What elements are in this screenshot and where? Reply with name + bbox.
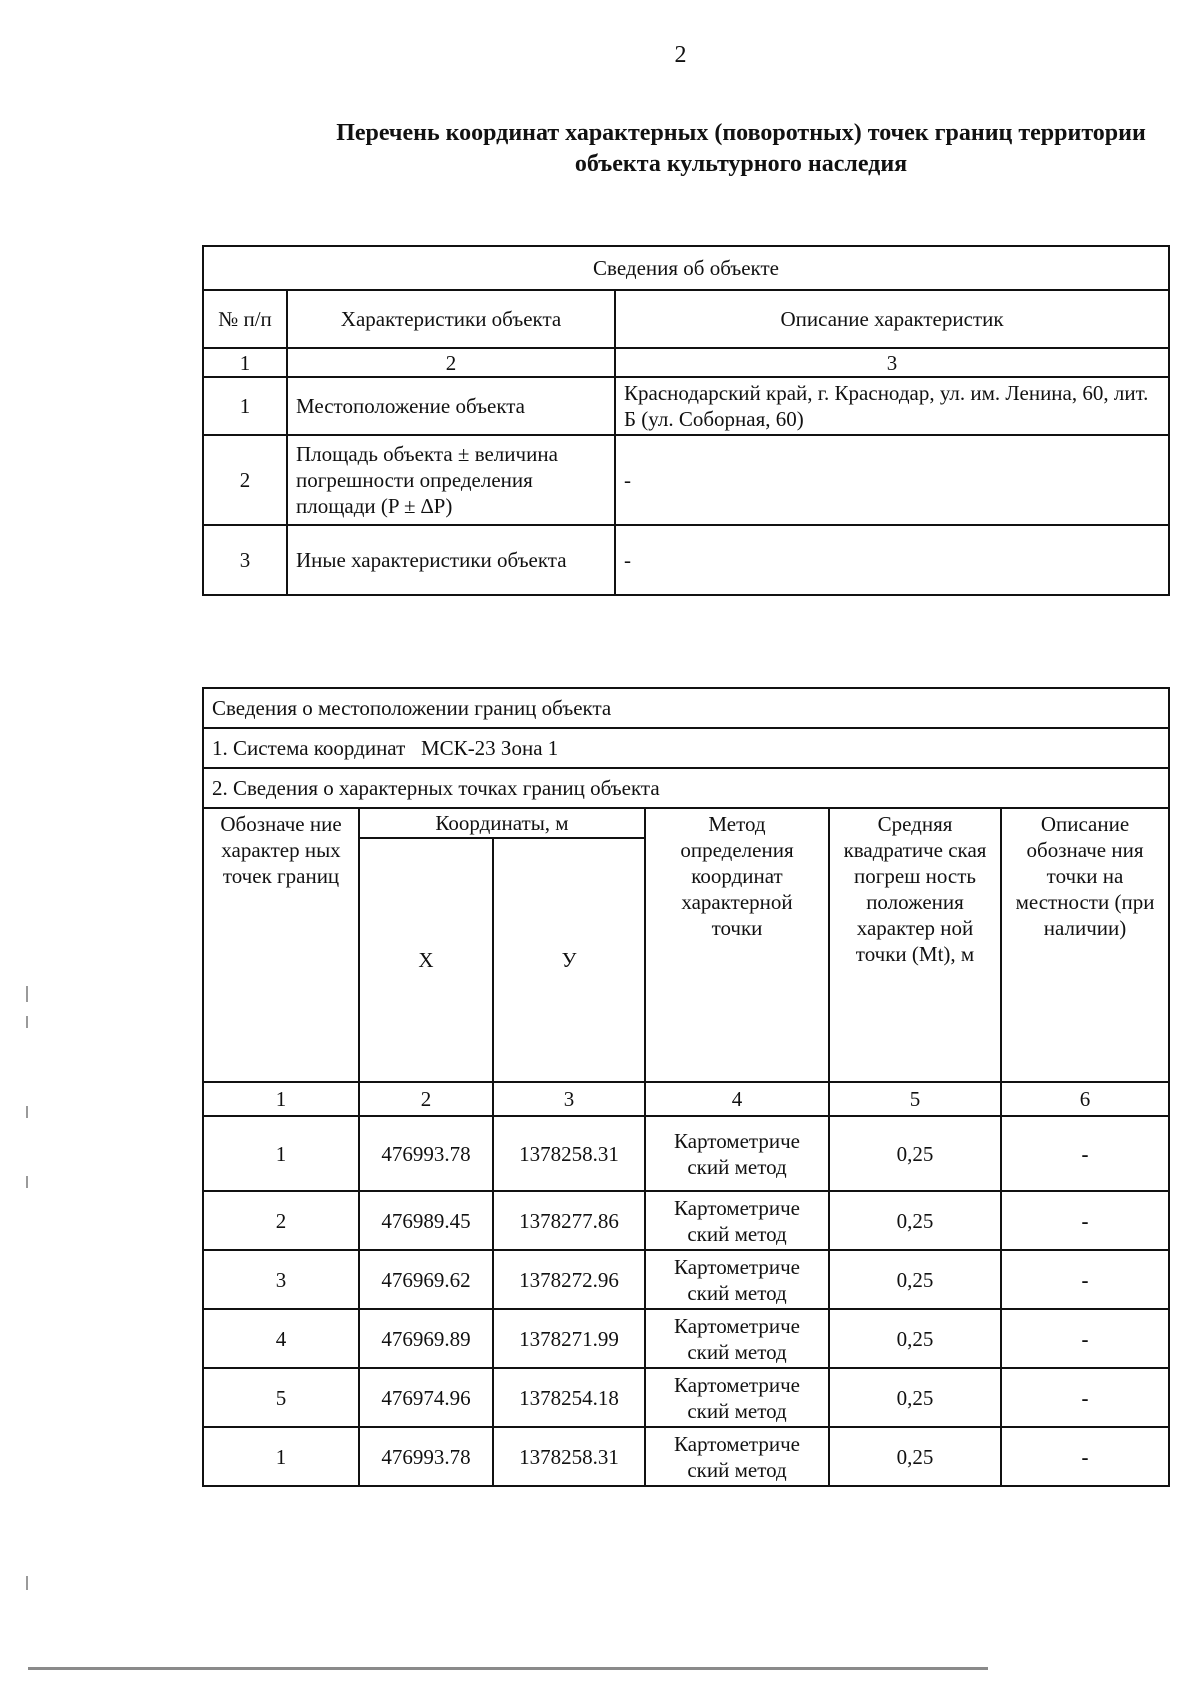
header-num: № п/п: [203, 290, 287, 348]
colnum-cell: 1: [203, 1082, 359, 1116]
point-description: -: [1001, 1368, 1169, 1427]
scan-margin-mark: [26, 1106, 28, 1118]
table-row: [203, 435, 1169, 525]
table-row: [203, 377, 1169, 435]
point-error: 0,25: [829, 1309, 1001, 1368]
row-characteristic: Иные характеристики объекта: [287, 525, 615, 595]
point-error: 0,25: [829, 1427, 1001, 1486]
scan-margin-mark: [26, 986, 28, 1002]
table-row: [203, 525, 1169, 595]
point-x: 476993.78: [359, 1116, 493, 1191]
header-error: Средняя квадратиче ская погреш ность положения характер ной точки (Mt), м: [829, 808, 1001, 1082]
title-line-2: объекта культурного наследия: [574, 151, 908, 177]
point-method: Картометриче ский метод: [645, 1191, 829, 1250]
document-title: [196, 118, 1200, 180]
point-error: 0,25: [829, 1191, 1001, 1250]
table-row: [203, 1309, 1169, 1368]
colnum-cell: 2: [287, 348, 615, 377]
points-caption: 2. Сведения о характерных точках границ объекта: [203, 768, 1169, 808]
point-x: 476969.62: [359, 1250, 493, 1309]
point-method: Картометриче ский метод: [645, 1116, 829, 1191]
table-row: [203, 1250, 1169, 1309]
colnum-cell: 5: [829, 1082, 1001, 1116]
table-row: [203, 1116, 1169, 1191]
header-coordinates: Координаты, м: [359, 808, 645, 838]
row-description: Краснодарский край, г. Краснодар, ул. им. Ленина, 60, лит. Б (ул. Соборная, 60): [615, 377, 1169, 435]
scan-bottom-rule: [28, 1667, 988, 1670]
colnum-cell: 4: [645, 1082, 829, 1116]
points-caption-row: [203, 768, 1169, 808]
point-error: 0,25: [829, 1368, 1001, 1427]
header-method: Метод определения координат характерной точки: [645, 808, 829, 1082]
table-row: [203, 1191, 1169, 1250]
point-description: -: [1001, 1250, 1169, 1309]
point-id: 2: [203, 1191, 359, 1250]
point-id: 1: [203, 1427, 359, 1486]
point-y: 1378254.18: [493, 1368, 645, 1427]
row-num: 3: [203, 525, 287, 595]
point-x: 476993.78: [359, 1427, 493, 1486]
point-description: -: [1001, 1427, 1169, 1486]
table-row: [203, 1368, 1169, 1427]
header-point-description: Описание обозначе ния точки на местности (при наличии): [1001, 808, 1169, 1082]
point-description: -: [1001, 1191, 1169, 1250]
colnum-cell: 2: [359, 1082, 493, 1116]
header-x: X: [359, 838, 493, 1082]
object-info-caption: Сведения об объекте: [203, 246, 1169, 290]
object-info-caption-row: [203, 246, 1169, 290]
point-method: Картометриче ский метод: [645, 1309, 829, 1368]
row-num: 2: [203, 435, 287, 525]
point-y: 1378258.31: [493, 1427, 645, 1486]
point-x: 476974.96: [359, 1368, 493, 1427]
title-line-1: Перечень координат характерных (поворотных) точек границ территории: [336, 120, 1146, 146]
header-description: Описание характеристик: [615, 290, 1169, 348]
coord-system-row: [203, 728, 1169, 768]
point-id: 5: [203, 1368, 359, 1427]
point-y: 1378258.31: [493, 1116, 645, 1191]
point-description: -: [1001, 1309, 1169, 1368]
point-error: 0,25: [829, 1250, 1001, 1309]
boundary-points-table: [202, 687, 1170, 1487]
point-id: 3: [203, 1250, 359, 1309]
row-description: -: [615, 525, 1169, 595]
scan-margin-mark: [26, 1576, 28, 1590]
object-info-header-row: [203, 290, 1169, 348]
point-x: 476989.45: [359, 1191, 493, 1250]
scan-margin-mark: [26, 1176, 28, 1188]
point-y: 1378277.86: [493, 1191, 645, 1250]
point-method: Картометриче ский метод: [645, 1250, 829, 1309]
point-id: 1: [203, 1116, 359, 1191]
colnum-cell: 6: [1001, 1082, 1169, 1116]
point-error: 0,25: [829, 1116, 1001, 1191]
colnum-cell: 3: [493, 1082, 645, 1116]
point-y: 1378271.99: [493, 1309, 645, 1368]
row-num: 1: [203, 377, 287, 435]
object-info-table: [202, 245, 1170, 596]
header-y: У: [493, 838, 645, 1082]
row-description: -: [615, 435, 1169, 525]
row-characteristic: Площадь объекта ± величина погрешности определения площади (P ± ∆P): [287, 435, 615, 525]
boundaries-caption: Сведения о местоположении границ объекта: [203, 688, 1169, 728]
header-characteristic: Характеристики объекта: [287, 290, 615, 348]
point-y: 1378272.96: [493, 1250, 645, 1309]
boundaries-caption-row: [203, 688, 1169, 728]
page-number: 2: [674, 42, 687, 68]
scan-margin-mark: [26, 1016, 28, 1028]
point-id: 4: [203, 1309, 359, 1368]
points-header-row: [203, 808, 1169, 838]
object-info-colnum-row: [203, 348, 1169, 377]
coord-system: 1. Система координат МСК-23 Зона 1: [203, 728, 1169, 768]
row-characteristic: Местоположение объекта: [287, 377, 615, 435]
header-designation: Обозначе ние характер ных точек границ: [203, 808, 359, 1082]
table-row: [203, 1427, 1169, 1486]
colnum-cell: 1: [203, 348, 287, 377]
point-method: Картометриче ский метод: [645, 1368, 829, 1427]
colnum-cell: 3: [615, 348, 1169, 377]
points-colnum-row: [203, 1082, 1169, 1116]
point-x: 476969.89: [359, 1309, 493, 1368]
point-description: -: [1001, 1116, 1169, 1191]
point-method: Картометриче ский метод: [645, 1427, 829, 1486]
